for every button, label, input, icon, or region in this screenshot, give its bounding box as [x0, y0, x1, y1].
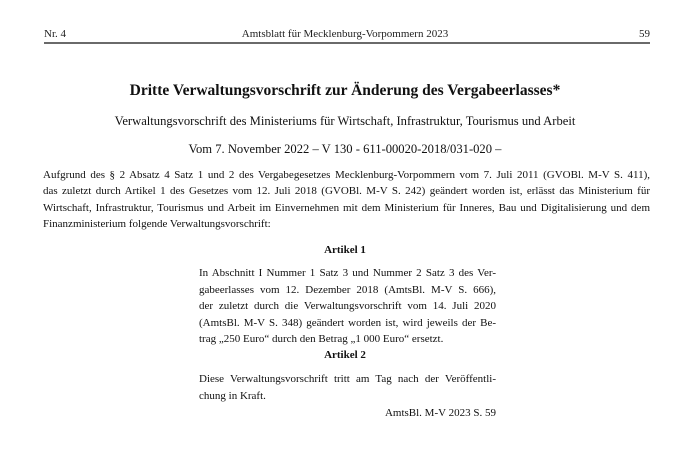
- preamble-line: Aufgrund des § 2 Absatz 4 Satz 1 und 2 des Vergabegesetzes Mecklenburg-Vorpommern vom 7. Juli 2011 (GVOBl. M-V S. 411),: [43, 169, 650, 181]
- article-2-body: [199, 371, 496, 404]
- page-number: 59: [639, 28, 650, 40]
- document-subtitle: Verwaltungsvorschrift des Ministeriums für Wirtschaft, Infrastruktur, Tourismus und Arbeit: [114, 114, 576, 128]
- preamble-line: Finanzministerium folgende Verwaltungsvorschrift:: [43, 217, 271, 230]
- article-line: Diese Verwaltungsvorschrift tritt am Tag nach der Veröffentli-: [199, 373, 496, 385]
- article-line: chung in Kraft.: [199, 389, 266, 402]
- article-line: der zuletzt durch die Verwaltungsvorschrift vom 14. Juli 2020: [199, 300, 496, 312]
- preamble-paragraph: [43, 167, 650, 232]
- article-line: (AmtsBl. M-V S. 348) geändert worden ist, wird jeweils der Be-: [199, 316, 496, 329]
- citation: AmtsBl. M-V 2023 S. 59: [384, 407, 496, 419]
- article-1-body: [199, 265, 496, 348]
- publication-title: Amtsblatt für Mecklenburg-Vorpommern 2023: [241, 28, 449, 40]
- article-line: In Abschnitt I Nummer 1 Satz 3 und Nummer 2 Satz 3 des Ver-: [199, 267, 496, 279]
- article-1-heading: Artikel 1: [324, 244, 366, 256]
- preamble-line: Wirtschaft, Infrastruktur, Tourismus und Arbeit im Einvernehmen mit dem Ministerium für Inneres, Bau und Digitalisierung und dem: [43, 201, 650, 214]
- preamble-line: das zuletzt durch Artikel 1 des Gesetzes vom 12. Juli 2018 (GVOBl. M-V S. 242) geändert worden ist, erlässt das Ministerium für: [43, 185, 650, 198]
- issue-number: Nr. 4: [44, 28, 66, 40]
- document-date-line: Vom 7. November 2022 – V 130 - 611-00020-2018/031-020 –: [188, 142, 502, 156]
- article-line: gabeerlasses vom 12. Dezember 2018 (AmtsBl. M-V S. 666),: [199, 283, 496, 296]
- article-2-heading: Artikel 2: [324, 349, 366, 361]
- article-line: trag „250 Euro“ durch den Betrag „1 000 Euro“ ersetzt.: [199, 333, 444, 345]
- document-title: Dritte Verwaltungsvorschrift zur Änderung des Vergabeerlasses*: [129, 82, 561, 99]
- header-rule: [44, 42, 650, 44]
